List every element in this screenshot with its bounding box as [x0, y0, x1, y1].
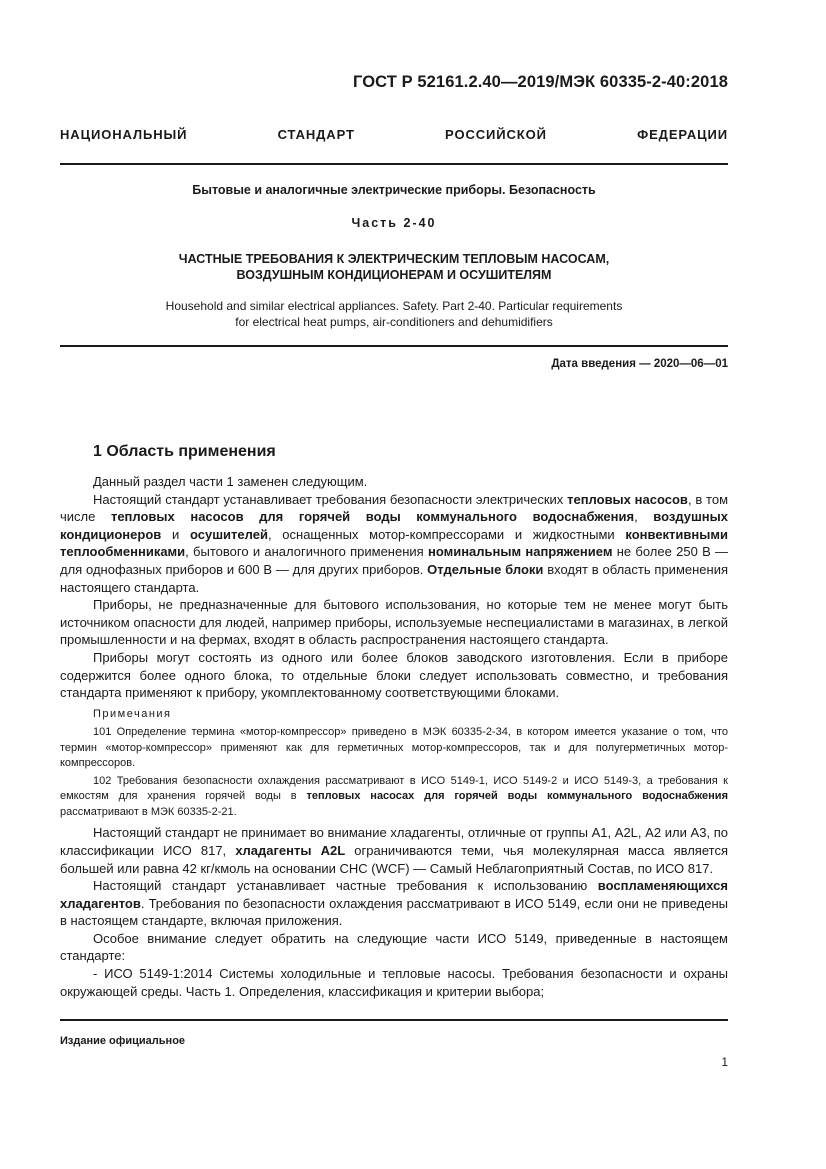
paragraph-6: Настоящий стандарт устанавливает частные требования к использованию воспламеняющихся хладагентов. Требования по безопасности охлаждения рассматривают в ИСО 5149, если они не приведены в настоящем стандарте, включая приложения. — [60, 878, 728, 929]
paragraph-4: Приборы могут состоять из одного или более блоков заводского изготовления. Если в приборе содержится более одного блока, то отдельные блоки следует использовать совместно, и требования стандарта применяют к прибору, укомплектованному соответствующими блоками. — [60, 649, 728, 701]
note-102: 102 Требования безопасности охлаждения рассматривают в ИСО 5149-1, ИСО 5149-2 и ИСО 5149-3, а требования к емкостям для хранения горячей воды в тепловых насосах для горячей воды коммунального водоснабжения рассматривают в МЭК 60335-2-21. — [60, 774, 728, 818]
footer-divider — [60, 1019, 728, 1021]
page-number: 1 — [721, 1055, 728, 1069]
note-101: 101 Определение термина «мотор-компрессор» приведено в МЭК 60335-2-34, в котором имеется указание о том, что термин «мотор-компрессор» применяют как для герметичных мотор-компрессоров, так и для полугерметичных мотор-компрессоров. — [60, 726, 728, 770]
section-title: 1 Область применения — [93, 443, 276, 460]
notes-label: Примечания — [93, 707, 172, 720]
paragraph-7: Особое внимание следует обратить на следующие части ИСО 5149, приведенные в настоящем стандарте: — [60, 930, 728, 964]
paragraph-3: Приборы, не предназначенные для бытового использования, но которые тем не менее могут быть источником опасности для людей, например приборы, используемые неспециалистами в магазинах, в легкой промышленности и на фермах, входят в область распространения настоящего стандарта. — [60, 597, 728, 648]
document-heading — [60, 251, 728, 283]
intro-date: Дата введения — 2020—06—01 — [551, 358, 728, 370]
notes — [60, 725, 728, 820]
english-title-line-1: Household and similar electrical appliances. Safety. Part 2-40. Particular requirements — [165, 299, 623, 313]
document-subtitle: Бытовые и аналогичные электрические приборы. Безопасность — [192, 183, 596, 197]
paragraph-5: Настоящий стандарт не принимает во внимание хладагенты, отличные от группы А1, А2L, А2 или А3, по классификации ИСО 817, хладагенты A2L ограничиваются теми, чья молекулярная масса является большей или равна 42 кг/кмоль на основании CHC (WCF) — Самый Неблагоприятный Состав, по ИСО 817. — [60, 825, 728, 876]
national-standard-title: НАЦИОНАЛЬНЫЙ СТАНДАРТ РОССИЙСКОЙ ФЕДЕРАЦИИ — [60, 127, 728, 142]
paragraph-2: Настоящий стандарт устанавливает требования безопасности электрических тепловых насосов, в том числе тепловых насосов для горячей воды коммунального водоснабжения, воздушных кондиционеров и осушителей, оснащенных мотор-компрессорами и жидкостными конвективными теплообменниками, бытового и аналогичного применения номинальным напряжением не более 250 В — для однофазных приборов и 600 В — для других приборов. Отдельные блоки входят в область применения настоящего стандарта. — [60, 491, 729, 595]
english-title — [60, 298, 728, 330]
section-body — [60, 473, 728, 1000]
part-label: Часть 2-40 — [351, 216, 437, 230]
standard-number: ГОСТ Р 52161.2.40—2019/МЭК 60335-2-40:2018 — [352, 73, 728, 91]
heading-line-1: ЧАСТНЫЕ ТРЕБОВАНИЯ К ЭЛЕКТРИЧЕСКИМ ТЕПЛОВЫМ НАСОСАМ, — [178, 252, 610, 266]
paragraph-1: Данный раздел части 1 заменен следующим. — [93, 474, 368, 489]
header-divider — [60, 163, 728, 165]
heading-line-2: ВОЗДУШНЫМ КОНДИЦИОНЕРАМ И ОСУШИТЕЛЯМ — [236, 268, 552, 282]
paragraph-8: - ИСО 5149-1:2014 Системы холодильные и тепловые насосы. Требования безопасности и охраны окружающей среды. Часть 1. Определения, классификация и критерии выбора; — [60, 966, 728, 999]
official-edition-label: Издание официальное — [60, 1035, 186, 1047]
title-divider — [60, 345, 728, 347]
english-title-line-2: for electrical heat pumps, air-conditioners and dehumidifiers — [235, 315, 553, 329]
